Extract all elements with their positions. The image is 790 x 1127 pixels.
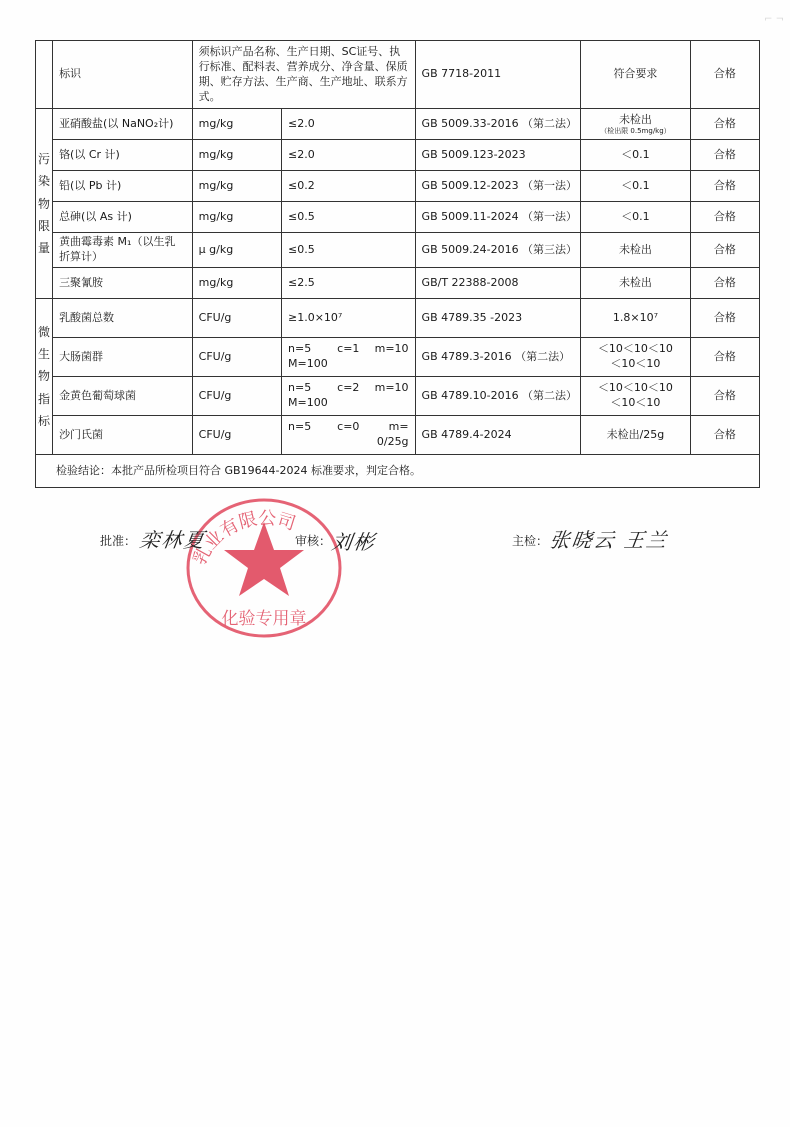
- item-verdict: 合格: [690, 299, 759, 338]
- item-requirement: [282, 338, 416, 377]
- item-name: 铬(以 Cr 计): [53, 140, 193, 171]
- item-method: GB 4789.10-2016 （第二法）: [415, 377, 581, 416]
- item-name: 总砷(以 As 计): [53, 202, 193, 233]
- sampling-param: m=10: [374, 381, 409, 395]
- result-value: ＜10＜10＜10: [597, 342, 673, 356]
- micro-group: [36, 299, 53, 455]
- group-char: 微: [38, 325, 51, 340]
- item-method: GB/T 22388-2008: [415, 268, 581, 299]
- sampling-param: m=10: [374, 342, 409, 356]
- requirement-value: ≥1.0×10⁷: [288, 310, 343, 324]
- item-method: GB 5009.12-2023 （第一法）: [415, 171, 581, 202]
- item-verdict: 合格: [690, 171, 759, 202]
- item-requirement: [282, 416, 416, 455]
- sampling-param: n=5: [288, 381, 312, 395]
- result-value: 未检出/25g: [606, 427, 665, 441]
- sampling-plan: [288, 342, 409, 357]
- item-name: 亚硝酸盐(以 NaNO₂计): [53, 109, 193, 140]
- sampling-param: n=5: [288, 420, 312, 434]
- item-name: 沙门氏菌: [53, 416, 193, 455]
- result-note: （检出限 0.5mg/kg）: [600, 126, 671, 135]
- table-row: [36, 140, 760, 171]
- sampling-param-m: M=100: [288, 396, 328, 410]
- item-verdict: 合格: [690, 109, 759, 140]
- item-verdict: 合格: [690, 338, 759, 377]
- item-method: GB 4789.4-2024: [415, 416, 581, 455]
- item-unit: mg/kg: [192, 140, 281, 171]
- group-char: 标: [38, 413, 51, 428]
- item-requirement: [282, 377, 416, 416]
- item-method: GB 4789.3-2016 （第二法）: [415, 338, 581, 377]
- item-name: 黄曲霉毒素 M₁（以生乳折算计）: [53, 233, 193, 268]
- group-char: 指: [38, 391, 51, 406]
- sampling-param: c=2: [337, 381, 360, 395]
- item-unit: CFU/g: [192, 416, 281, 455]
- item-result: [581, 202, 690, 233]
- table-row: [36, 268, 760, 299]
- item-name: 标识: [53, 41, 193, 109]
- pollutant-group: [36, 109, 53, 299]
- item-result: [581, 109, 690, 140]
- inspector-label: 主检：: [512, 534, 549, 548]
- item-method: GB 7718-2011: [415, 41, 581, 109]
- item-method: GB 5009.33-2016 （第二法）: [415, 109, 581, 140]
- item-requirement: ≤0.5: [282, 233, 416, 268]
- item-result: [581, 299, 690, 338]
- stamp-bottom-text: 化验专用章: [221, 609, 307, 629]
- group-char: 染: [38, 174, 51, 189]
- item-requirement: [282, 299, 416, 338]
- review-label: 审核：: [295, 534, 332, 548]
- item-result: 符合要求: [581, 41, 690, 109]
- item-verdict: 合格: [690, 41, 759, 109]
- inspector-signature: 张晓云 王兰: [548, 528, 670, 552]
- result-value: 未检出: [618, 275, 652, 289]
- result-value-2: ＜10＜10: [610, 357, 661, 371]
- table-row: [36, 377, 760, 416]
- table-row: [36, 202, 760, 233]
- item-method: GB 4789.35 -2023: [415, 299, 581, 338]
- item-name: 铅(以 Pb 计): [53, 171, 193, 202]
- sampling-param: m= 0/25g: [376, 420, 409, 449]
- group-char: 污: [38, 152, 51, 167]
- item-unit: mg/kg: [192, 268, 281, 299]
- item-verdict: 合格: [690, 416, 759, 455]
- sampling-param: n=5: [288, 342, 312, 356]
- group-char: 限: [38, 218, 51, 233]
- group-char: 物: [38, 369, 51, 384]
- item-verdict: 合格: [690, 140, 759, 171]
- table-row: [36, 233, 760, 268]
- table-row: [36, 171, 760, 202]
- sampling-param: c=0: [337, 420, 360, 434]
- table-row: [36, 299, 760, 338]
- item-requirement: ≤0.2: [282, 171, 416, 202]
- result-value-2: ＜10＜10: [610, 396, 661, 410]
- item-unit: CFU/g: [192, 299, 281, 338]
- item-method: GB 5009.11-2024 （第一法）: [415, 202, 581, 233]
- item-unit: μ g/kg: [192, 233, 281, 268]
- pollutant-section: [36, 109, 760, 299]
- sampling-plan: [288, 420, 409, 450]
- item-result: [581, 377, 690, 416]
- item-requirement: ≤2.0: [282, 140, 416, 171]
- inspection-table: [35, 40, 760, 488]
- conclusion-text: 检验结论：本批产品所检项目符合 GB19644-2024 标准要求，判定合格。: [36, 455, 760, 488]
- item-requirement: 须标识产品名称、生产日期、SC证号、执行标准、配料表、营养成分、净含量、保质期、贮存方法、生产商、生产地址、联系方式。: [192, 41, 415, 109]
- table-row-label: [36, 41, 760, 109]
- result-value: ＜10＜10＜10: [597, 381, 673, 395]
- result-value: 未检出: [618, 113, 652, 127]
- item-requirement: ≤2.0: [282, 109, 416, 140]
- item-unit: mg/kg: [192, 171, 281, 202]
- item-verdict: 合格: [690, 202, 759, 233]
- item-result: [581, 233, 690, 268]
- group-char: 物: [38, 196, 51, 211]
- item-method: GB 5009.24-2016 （第三法）: [415, 233, 581, 268]
- approve-signature: 栾林夏: [138, 528, 208, 552]
- item-unit: mg/kg: [192, 109, 281, 140]
- table-row: [36, 416, 760, 455]
- result-value: ＜0.1: [621, 178, 650, 192]
- sampling-param: c=1: [337, 342, 360, 356]
- item-method: GB 5009.123-2023: [415, 140, 581, 171]
- item-unit: CFU/g: [192, 338, 281, 377]
- item-result: [581, 268, 690, 299]
- official-stamp: [178, 492, 348, 642]
- item-verdict: 合格: [690, 233, 759, 268]
- micro-group-label: [38, 321, 50, 432]
- result-value: 1.8×10⁷: [612, 310, 658, 324]
- item-verdict: 合格: [690, 377, 759, 416]
- corner-mark: ⌐ ¬: [764, 14, 784, 25]
- micro-section: [36, 299, 760, 455]
- item-name: 金黄色葡萄球菌: [53, 377, 193, 416]
- table-row: [36, 338, 760, 377]
- review-signature: 刘彬: [330, 530, 378, 554]
- approve-label: 批准：: [100, 534, 137, 548]
- item-result: [581, 416, 690, 455]
- sampling-plan: [288, 381, 409, 396]
- table-row: [36, 109, 760, 140]
- item-result: [581, 140, 690, 171]
- group-char: 生: [38, 347, 51, 362]
- group-char: 量: [38, 241, 51, 255]
- conclusion-row: [36, 455, 760, 488]
- item-name: 三聚氰胺: [53, 268, 193, 299]
- item-unit: mg/kg: [192, 202, 281, 233]
- item-requirement: ≤0.5: [282, 202, 416, 233]
- item-verdict: 合格: [690, 268, 759, 299]
- result-value: ＜0.1: [621, 147, 650, 161]
- item-result: [581, 171, 690, 202]
- item-unit: CFU/g: [192, 377, 281, 416]
- stamp-text: 乳业有限公司: [189, 508, 299, 569]
- result-value: ＜0.1: [621, 209, 650, 223]
- item-requirement: ≤2.5: [282, 268, 416, 299]
- sampling-param-m: M=100: [288, 357, 328, 371]
- item-result: [581, 338, 690, 377]
- item-name: 乳酸菌总数: [53, 299, 193, 338]
- item-name: 大肠菌群: [53, 338, 193, 377]
- pollutant-group-label: [38, 148, 50, 259]
- result-value: 未检出: [618, 242, 652, 256]
